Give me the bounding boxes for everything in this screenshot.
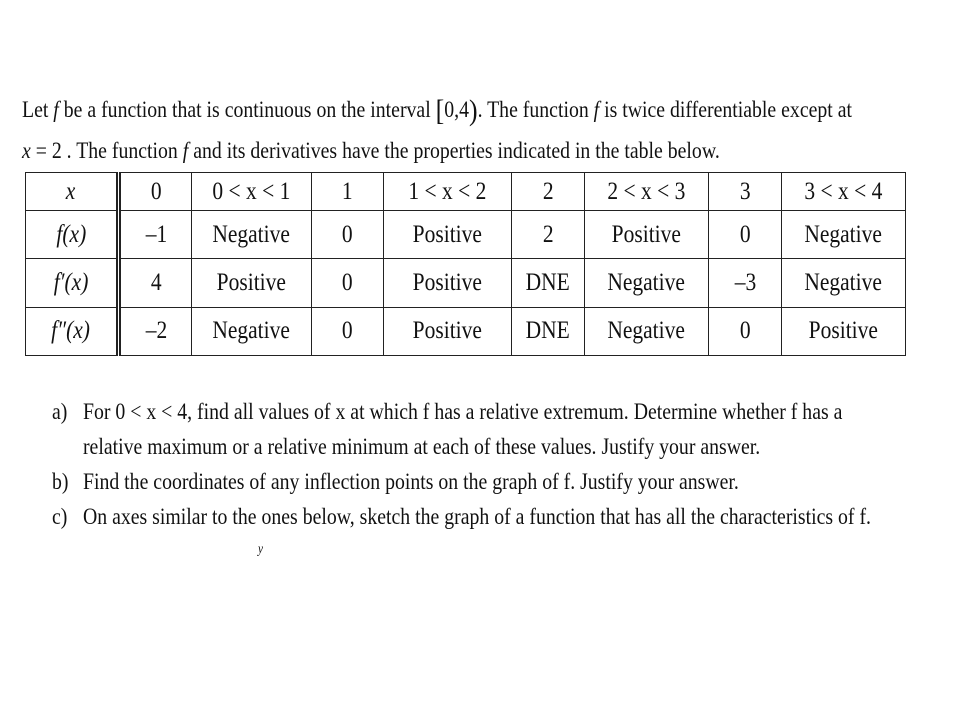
interval-bracket: [ <box>435 94 445 127</box>
table-header-cell: 0 < x < 1 <box>192 173 312 211</box>
table-cell: 2 <box>512 211 585 259</box>
table-cell: 0 <box>709 211 782 259</box>
table-header-cell: 1 < x < 2 <box>384 173 512 211</box>
table-cell: Negative <box>192 211 312 259</box>
table-row-f <box>26 211 906 259</box>
table-header-row <box>26 173 906 211</box>
table-cell: 0 <box>312 211 384 259</box>
table-cell: 0 <box>312 259 384 307</box>
question-range: 0 < x < 4 <box>115 399 188 424</box>
intro-text: is twice differentiable except at <box>604 97 852 122</box>
table-cell: Positive <box>585 211 709 259</box>
function-symbol: f <box>593 97 600 122</box>
properties-table <box>25 172 906 356</box>
row-label: f(x) <box>26 211 119 259</box>
problem-intro <box>22 90 852 171</box>
question-text: , find all values of x at which f has a relative extremum. Determine whether f has a <box>187 399 843 424</box>
table-header-cell: 3 < x < 4 <box>782 173 906 211</box>
function-symbol: f <box>53 97 59 122</box>
table-cell: Negative <box>585 307 709 355</box>
function-symbol: f <box>182 138 189 163</box>
table-row-fprime <box>26 259 906 307</box>
question-text: For <box>82 399 111 424</box>
table-cell: Positive <box>192 259 312 307</box>
axis-label-y: y <box>258 542 263 557</box>
table-cell: –3 <box>709 259 782 307</box>
intro-text: = 2 . The function <box>30 138 178 163</box>
question-marker: b) <box>52 469 69 494</box>
row-label: f″(x) <box>26 307 119 355</box>
question-a-continued <box>52 429 826 464</box>
intro-text: and its derivatives have the properties indicated in the table below. <box>193 138 720 163</box>
table-cell: Positive <box>384 259 512 307</box>
question-text: On axes similar to the ones below, sketch the graph of a function that has all the characteristics of f. <box>82 504 871 529</box>
question-marker: c) <box>52 504 68 529</box>
table-cell: 0 <box>709 307 782 355</box>
table-row-fdoubleprime <box>26 307 906 355</box>
table-header-cell: 0 <box>119 173 192 211</box>
question-a <box>52 394 843 429</box>
intro-text: Let <box>22 97 49 122</box>
table-header-cell: 2 <box>512 173 585 211</box>
table-cell: Negative <box>782 259 906 307</box>
table-header-cell: x <box>26 173 119 211</box>
variable-x: x <box>22 138 31 163</box>
intro-text: . The function <box>477 97 589 122</box>
table-cell: DNE <box>512 259 585 307</box>
question-c <box>52 499 871 534</box>
intro-line-2 <box>22 131 796 171</box>
table-header-cell: 1 <box>312 173 384 211</box>
table-cell: Negative <box>585 259 709 307</box>
table-cell: Positive <box>384 211 512 259</box>
table-cell: –1 <box>119 211 192 259</box>
question-b <box>52 464 826 499</box>
interval-paren: ) <box>468 94 478 127</box>
row-label: f′(x) <box>26 259 119 307</box>
question-marker: a) <box>52 399 68 424</box>
interval-values: 0,4 <box>444 97 469 122</box>
table-cell: Positive <box>384 307 512 355</box>
table-cell: 0 <box>312 307 384 355</box>
table-cell: Positive <box>782 307 906 355</box>
intro-line-1 <box>22 90 852 131</box>
intro-text: be a function that is continuous on the interval <box>63 97 431 122</box>
table-header-cell: 2 < x < 3 <box>585 173 709 211</box>
table-cell: –2 <box>119 307 192 355</box>
table-header-cell: 3 <box>709 173 782 211</box>
table-cell: DNE <box>512 307 585 355</box>
table-cell: Negative <box>192 307 312 355</box>
question-list <box>52 394 871 534</box>
question-text: relative maximum or a relative minimum at each of these values. Justify your answer. <box>82 434 761 459</box>
table-cell: 4 <box>119 259 192 307</box>
table-cell: Negative <box>782 211 906 259</box>
question-text: Find the coordinates of any inflection points on the graph of f. Justify your answer. <box>82 469 739 494</box>
